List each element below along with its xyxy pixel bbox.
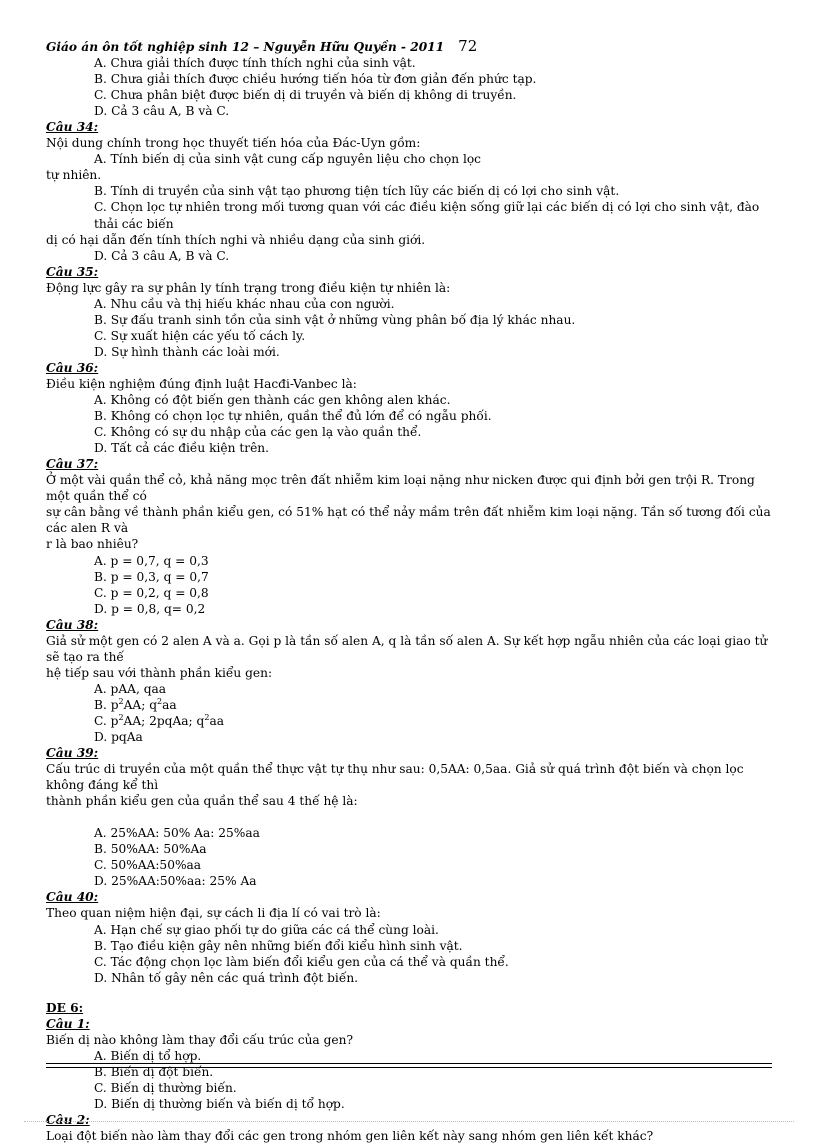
option-b-middle: AA; q bbox=[123, 697, 157, 712]
question-37-stem-line-1: Ở một vài quần thể cỏ, khả năng mọc trên đất nhiễm kim loại nặng như nicken được qui định bởi gen trội R. Trong một quần thể có bbox=[46, 473, 755, 504]
de6-question-1-option-c: C. Biến dị thường biến. bbox=[94, 1080, 237, 1095]
question-34-label: Câu 34: bbox=[46, 120, 99, 135]
question-37-label: Câu 37: bbox=[46, 457, 99, 472]
spacer bbox=[46, 809, 772, 825]
page-bottom-edge bbox=[24, 1121, 794, 1122]
superscript: 2 bbox=[157, 696, 163, 706]
question-35-option-d: D. Sự hình thành các loài mới. bbox=[94, 344, 280, 359]
question-37-option-a: A. p = 0,7, q = 0,3 bbox=[94, 553, 209, 568]
question-39-label: Câu 39: bbox=[46, 746, 99, 761]
intro-option-c: C. Chưa phân biệt được biến dị di truyền và biến dị không di truyền. bbox=[94, 88, 517, 103]
page-header bbox=[46, 38, 772, 55]
superscript: 2 bbox=[118, 696, 124, 706]
question-40-option-b: B. Tạo điều kiện gây nên những biến đổi kiểu hình sinh vật. bbox=[94, 938, 463, 953]
question-35-option-b: B. Sự đấu tranh sinh tồn của sinh vật ở những vùng phân bố địa lý khác nhau. bbox=[94, 312, 576, 327]
question-40-option-c: C. Tác động chọn lọc làm biến đổi kiểu gen của cá thể và quần thể. bbox=[94, 954, 509, 969]
question-37-option-c: C. p = 0,2, q = 0,8 bbox=[94, 585, 209, 600]
option-b-prefix: B. p bbox=[94, 697, 119, 712]
question-40-stem: Theo quan niệm hiện đại, sự cách li địa lí có vai trò là: bbox=[46, 906, 381, 921]
question-39-option-a: A. 25%AA: 50% Aa: 25%aa bbox=[94, 826, 260, 841]
question-37-stem-line-3: r là bao nhiêu? bbox=[46, 537, 139, 552]
de6-question-1-label: Câu 1: bbox=[46, 1016, 90, 1031]
question-38-option-a: A. pAA, qaa bbox=[94, 681, 167, 696]
question-34-option-c: C. Chọn lọc tự nhiên trong mối tương quan với các điều kiện sống giữ lại các biến dị có lợi cho sinh vật, đào thải các biến bbox=[94, 200, 760, 231]
superscript: 2 bbox=[204, 712, 210, 722]
spacer bbox=[46, 986, 772, 1000]
question-40-option-d: D. Nhân tố gây nên các quá trình đột biến. bbox=[94, 970, 359, 985]
question-34-stem: Nội dung chính trong học thuyết tiến hóa của Đác-Uyn gồm: bbox=[46, 136, 421, 151]
question-35-stem: Động lực gây ra sự phân ly tính trạng trong điều kiện tự nhiên là: bbox=[46, 280, 451, 295]
question-38-stem-line-1: Giả sử một gen có 2 alen A và a. Gọi p là tần số alen A, q là tần số alen A. Sự kết hợp ngẫu nhiên của các loại giao tử sẽ tạo ra thế bbox=[46, 633, 768, 664]
question-39-option-b: B. 50%AA: 50%Aa bbox=[94, 842, 207, 857]
intro-option-d: D. Cả 3 câu A, B và C. bbox=[94, 104, 230, 119]
de6-question-1-option-d: D. Biến dị thường biến và biến dị tổ hợp. bbox=[94, 1097, 345, 1111]
question-35-label: Câu 35: bbox=[46, 264, 99, 279]
de6-question-1-option-a: A. Biến dị tổ hợp. bbox=[94, 1048, 202, 1063]
question-36-option-c: C. Không có sự du nhập của các gen lạ vào quần thể. bbox=[94, 425, 422, 440]
intro-option-b: B. Chưa giải thích được chiều hướng tiến hóa từ đơn giản đến phức tạp. bbox=[94, 72, 537, 87]
de6-question-2-stem: Loại đột biến nào làm thay đổi các gen trong nhóm gen liên kết này sang nhóm gen liên kết khác? bbox=[46, 1129, 654, 1144]
question-35-option-a: A. Nhu cầu và thị hiếu khác nhau của con người. bbox=[94, 296, 395, 311]
question-38-option-c bbox=[46, 713, 772, 729]
de6-question-2-label: Câu 2: bbox=[46, 1113, 90, 1128]
question-38-stem-line-2: hệ tiếp sau với thành phần kiểu gen: bbox=[46, 665, 273, 680]
question-34-option-a: A. Tính biến dị của sinh vật cung cấp nguyên liệu cho chọn lọc bbox=[94, 152, 482, 167]
option-c-middle: AA; 2pqAa; q bbox=[123, 713, 205, 728]
page-number: 72 bbox=[458, 37, 478, 55]
header-title: Giáo án ôn tốt nghiệp sinh 12 – Nguyễn Hữu Quyền - 2011 bbox=[46, 40, 445, 54]
question-39-stem-line-1: Cấu trúc di truyền của một quần thể thực vật tự thụ như sau: 0,5AA: 0,5aa. Giả sử quá trình đột biến và chọn lọc không đáng kể thì bbox=[46, 762, 744, 793]
intro-option-a: A. Chưa giải thích được tính thích nghi của sinh vật. bbox=[94, 56, 416, 71]
question-36-option-b: B. Không có chọn lọc tự nhiên, quần thể đủ lớn để có ngẫu phối. bbox=[94, 409, 492, 424]
question-39-stem-line-2: thành phần kiểu gen của quần thể sau 4 thế hệ là: bbox=[46, 794, 358, 809]
question-38-option-b bbox=[46, 697, 772, 713]
question-36-label: Câu 36: bbox=[46, 360, 99, 375]
question-36-option-a: A. Không có đột biến gen thành các gen không alen khác. bbox=[94, 393, 451, 408]
question-38-label: Câu 38: bbox=[46, 617, 99, 632]
question-37-stem-line-2: sự cân bằng về thành phần kiểu gen, có 51% hạt có thể nảy mầm trên đất nhiễm kim loại nặng. Tần số tương đối của các alen R và bbox=[46, 505, 771, 536]
de6-question-1-stem: Biến dị nào không làm thay đổi cấu trúc của gen? bbox=[46, 1032, 353, 1047]
section-de-6-title: DE 6: bbox=[46, 1000, 84, 1015]
question-35-option-c: C. Sự xuất hiện các yếu tố cách ly. bbox=[94, 328, 306, 343]
de6-question-1-option-b: B. Biến dị đột biến. bbox=[94, 1064, 214, 1079]
question-38-option-d: D. pqAa bbox=[94, 730, 143, 745]
question-40-option-a: A. Hạn chế sự giao phối tự do giữa các cá thể cùng loài. bbox=[94, 922, 439, 937]
question-37-option-d: D. p = 0,8, q= 0,2 bbox=[94, 601, 206, 616]
question-36-stem: Điều kiện nghiệm đúng định luật Hacđi-Vanbec là: bbox=[46, 376, 357, 391]
option-b-end: aa bbox=[162, 697, 177, 712]
option-c-end: aa bbox=[209, 713, 224, 728]
option-c-prefix: C. p bbox=[94, 713, 119, 728]
question-36-option-d: D. Tất cả các điều kiện trên. bbox=[94, 441, 270, 456]
document-page bbox=[46, 38, 772, 1144]
question-34-option-c-cont: dị có hại dẫn đến tính thích nghi và nhiều dạng của sinh giới. bbox=[46, 232, 426, 247]
superscript: 2 bbox=[118, 712, 124, 722]
question-39-option-c: C. 50%AA:50%aa bbox=[94, 858, 202, 873]
question-34-option-d: D. Cả 3 câu A, B và C. bbox=[94, 248, 230, 263]
question-34-option-b: B. Tính di truyền của sinh vật tạo phương tiện tích lũy các biến dị có lợi cho sinh vật. bbox=[94, 184, 620, 199]
question-34-option-a-cont: tự nhiên. bbox=[46, 168, 102, 183]
question-39-option-d: D. 25%AA:50%aa: 25% Aa bbox=[94, 874, 257, 889]
question-40-label: Câu 40: bbox=[46, 890, 99, 905]
question-37-option-b: B. p = 0,3, q = 0,7 bbox=[94, 569, 209, 584]
footer-double-rule bbox=[46, 1063, 772, 1068]
